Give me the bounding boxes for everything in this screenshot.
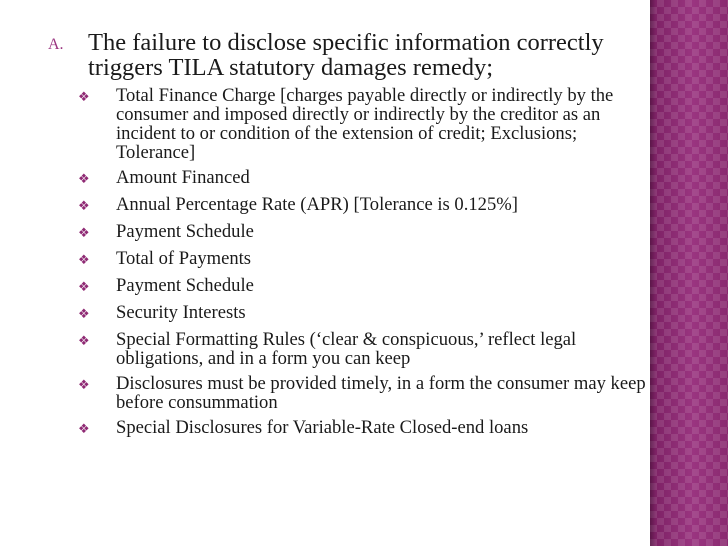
diamond-bullet-icon: ❖: [78, 172, 90, 187]
sub-point-text: Payment Schedule: [116, 221, 254, 242]
diamond-bullet-icon: ❖: [78, 307, 90, 322]
sub-point-text: Payment Schedule: [116, 275, 254, 296]
sub-point-item: [76, 303, 646, 324]
diamond-bullet-icon: ❖: [78, 253, 90, 268]
main-point: [48, 30, 648, 80]
sub-point-text: Security Interests: [116, 302, 246, 323]
sub-point-text: Special Disclosures for Variable-Rate Closed-end loans: [116, 417, 529, 438]
diamond-bullet-icon: ❖: [78, 199, 90, 214]
main-point-marker: A.: [48, 36, 64, 53]
sub-point-item: [76, 418, 646, 439]
sub-point-item: [76, 168, 646, 189]
sub-point-item: [76, 222, 646, 243]
decorative-side-bar: [650, 0, 728, 546]
sub-point-text: Total of Payments: [116, 248, 252, 269]
sub-point-text: Amount Financed: [116, 167, 250, 188]
sub-point-text: Annual Percentage Rate (APR) [Tolerance is 0.125%]: [116, 194, 518, 215]
diamond-bullet-icon: ❖: [78, 378, 90, 393]
sub-point-text: Disclosures must be provided timely, in a form the consumer may keep before consummation: [116, 373, 646, 413]
sub-point-item: [76, 249, 646, 270]
diamond-bullet-icon: ❖: [78, 226, 90, 241]
sub-point-item: [76, 374, 646, 412]
sub-point-item: [76, 195, 646, 216]
main-point-text: The failure to disclose specific information correctly triggers TILA statutory damages remedy;: [88, 29, 604, 81]
sub-point-item: [76, 86, 646, 162]
sub-point-item: [76, 330, 646, 368]
sub-point-item: [76, 276, 646, 297]
sub-point-text: Total Finance Charge [charges payable directly or indirectly by the consumer and imposed directly or indirectly by the creditor as an incident to or condition of the extension of credit; Exclusions; Tolerance]: [116, 85, 614, 163]
sub-point-text: Special Formatting Rules (‘clear & conspicuous,’ reflect legal obligations, and in a form you can keep: [116, 329, 577, 369]
diamond-bullet-icon: ❖: [78, 280, 90, 295]
diamond-bullet-icon: ❖: [78, 334, 90, 349]
diamond-bullet-icon: ❖: [78, 90, 90, 105]
sub-point-list: [76, 86, 646, 445]
diamond-bullet-icon: ❖: [78, 422, 90, 437]
